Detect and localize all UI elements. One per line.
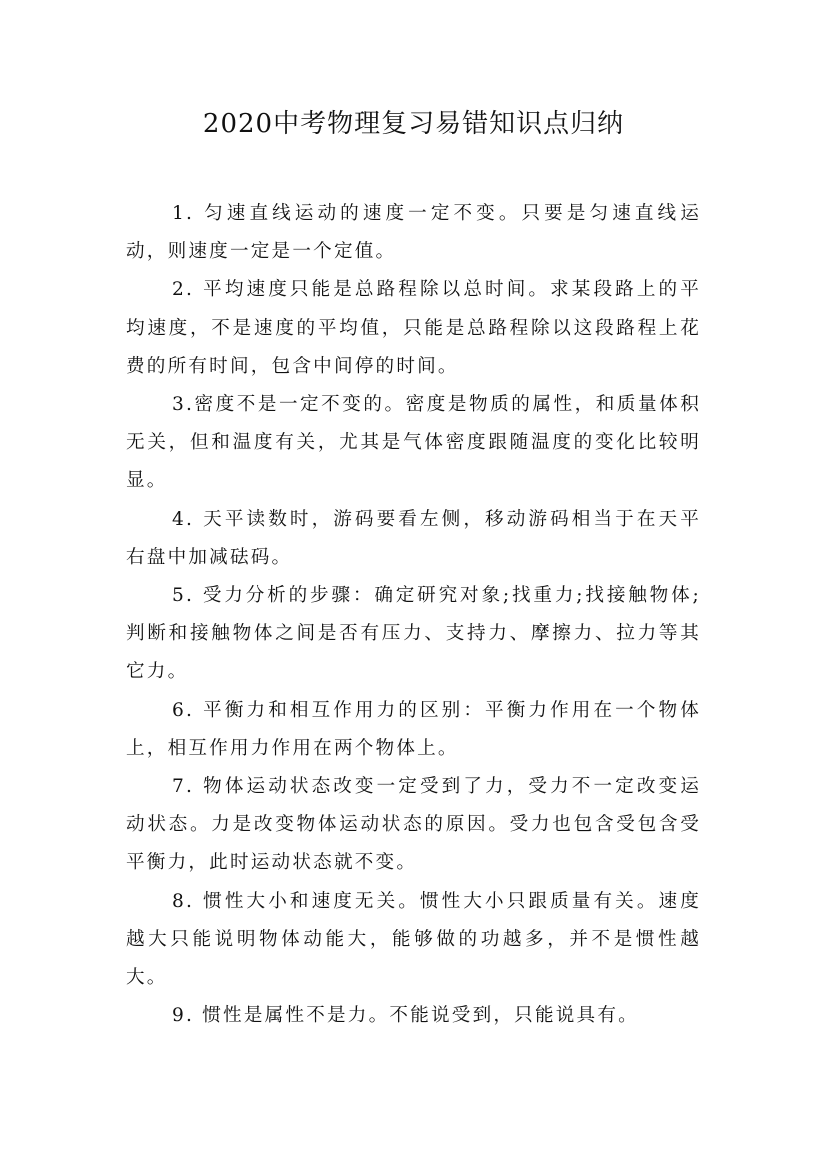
list-item: 8. 惯性大小和速度无关。惯性大小只跟质量有关。速度越大只能说明物体动能大，能够做的功越多，并不是惯性越大。 <box>126 890 701 989</box>
list-item: 5. 受力分析的步骤：确定研究对象;找重力;找接触物体;判断和接触物体之间是否有压力、支持力、摩擦力、拉力等其它力。 <box>126 585 701 683</box>
list-item: 9. 惯性是属性不是力。不能说受到，只能说具有。 <box>172 1005 639 1027</box>
list-item: 3.密度不是一定不变的。密度是物质的属性，和质量体积无关，但和温度有关，尤其是气体密度跟随温度的变化比较明显。 <box>126 394 701 492</box>
list-item: 2. 平均速度只能是总路程除以总时间。求某段路上的平均速度，不是速度的平均值，只能是总路程除以这段路程上花费的所有时间，包含中间停的时间。 <box>126 279 701 377</box>
list-item: 7. 物体运动状态改变一定受到了力，受力不一定改变运动状态。力是改变物体运动状态的原因。受力也包含受包含受平衡力，此时运动状态就不变。 <box>126 776 701 874</box>
list-item: 1. 匀速直线运动的速度一定不变。只要是匀速直线运动，则速度一定是一个定值。 <box>126 203 701 263</box>
list-item: 4. 天平读数时，游码要看左侧，移动游码相当于在天平右盘中加减砝码。 <box>126 508 701 568</box>
list-item: 6. 平衡力和相互作用力的区别：平衡力作用在一个物体上，相互作用力作用在两个物体上。 <box>126 699 701 759</box>
document-body <box>126 195 701 1035</box>
document-title: 2020中考物理复习易错知识点归纳 <box>202 109 625 139</box>
